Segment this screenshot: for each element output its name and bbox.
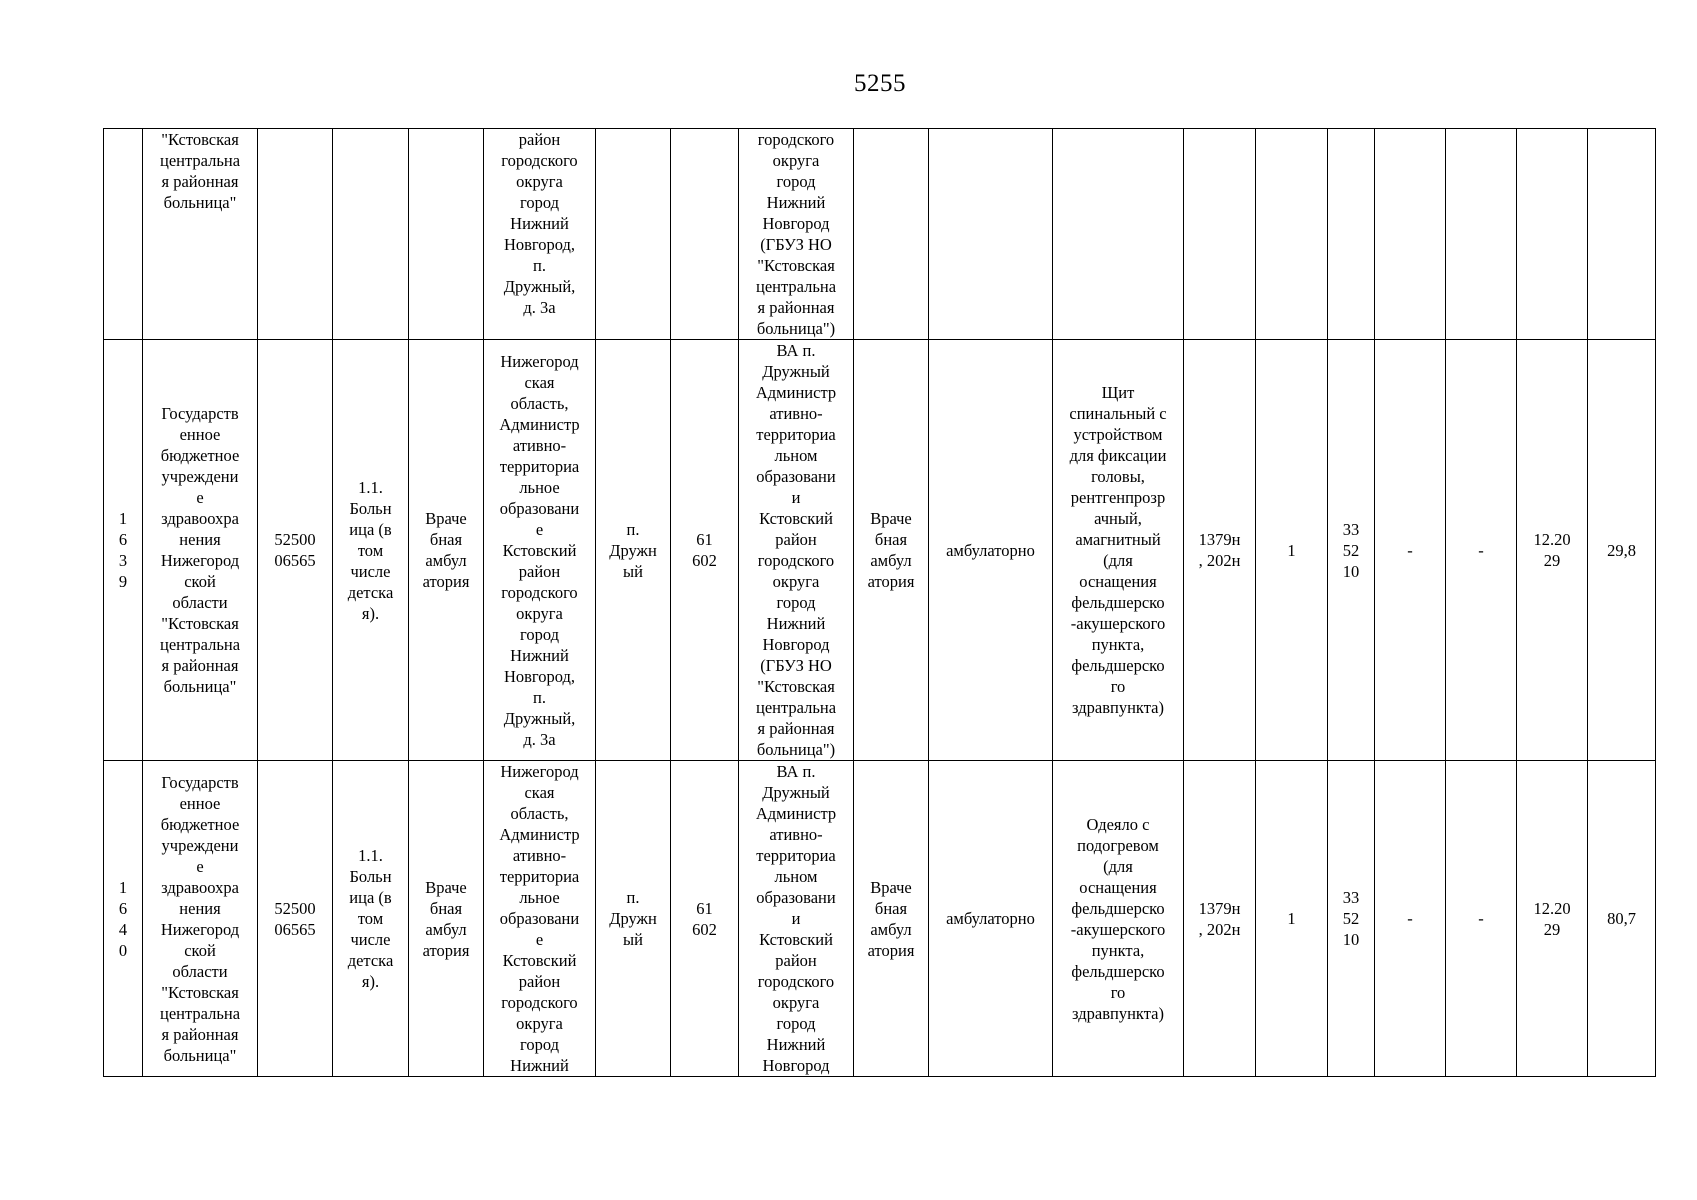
- cell-unit: городского округа город Нижний Новгород (ГБУЗ НО "Кстовская центральна я районная больница"): [739, 129, 854, 340]
- cell-condition: [929, 129, 1053, 340]
- cell-date: 12.20 29: [1517, 340, 1588, 761]
- cell-index: 1 6 4 0: [104, 761, 143, 1077]
- cell-condition: амбулаторно: [929, 340, 1053, 761]
- cell-oktmo: [671, 129, 739, 340]
- cell-unit: ВА п. Дружный Администр ативно- территориа льном образовани и Кстовский район городского округа город Нижний Новгород: [739, 761, 854, 1077]
- cell-inn: 52500 06565: [258, 340, 333, 761]
- cell-unit-type: Враче бная амбул атория: [854, 761, 929, 1077]
- cell-price: 29,8: [1588, 340, 1656, 761]
- cell-organization: Государств енное бюджетное учреждени е здравоохра нения Нижегород ской области "Кстовская центральна я районная больница": [143, 340, 258, 761]
- equipment-table: [103, 128, 1656, 1077]
- cell-code: 33 52 10: [1328, 761, 1375, 1077]
- cell-price: [1588, 129, 1656, 340]
- cell-organization: Государств енное бюджетное учреждени е здравоохра нения Нижегород ской области "Кстовская центральна я районная больница": [143, 761, 258, 1077]
- table-row: [104, 340, 1656, 761]
- cell-code: 33 52 10: [1328, 340, 1375, 761]
- cell-price: 80,7: [1588, 761, 1656, 1077]
- cell-index: 1 6 3 9: [104, 340, 143, 761]
- cell-order: [1184, 129, 1256, 340]
- cell-category: 1.1. Больн ица (в том числе детска я).: [333, 340, 409, 761]
- cell-quantity: 1: [1256, 761, 1328, 1077]
- cell-unit-type: [854, 129, 929, 340]
- cell-category: 1.1. Больн ица (в том числе детска я).: [333, 761, 409, 1077]
- cell-oktmo: 61 602: [671, 340, 739, 761]
- cell-oktmo: 61 602: [671, 761, 739, 1077]
- cell-equipment: [1053, 129, 1184, 340]
- table-row: [104, 761, 1656, 1077]
- cell-order: 1379н , 202н: [1184, 761, 1256, 1077]
- cell-col16: [1375, 129, 1446, 340]
- cell-quantity: [1256, 129, 1328, 340]
- cell-col17: -: [1446, 761, 1517, 1077]
- table-body: [104, 129, 1656, 1077]
- cell-address: Нижегород ская область, Администр ативно- территориа льное образовани е Кстовский район городского округа город Нижний Новгород, п. Дружный, д. 3а: [484, 340, 596, 761]
- cell-quantity: 1: [1256, 340, 1328, 761]
- cell-condition: амбулаторно: [929, 761, 1053, 1077]
- cell-settlement: [596, 129, 671, 340]
- cell-equipment: Щит спинальный с устройством для фиксации головы, рентгенпрозр ачный, амагнитный (для оснащения фельдшерско -акушерского пункта, фельдшерско го здравпункта): [1053, 340, 1184, 761]
- cell-facility-type: Враче бная амбул атория: [409, 761, 484, 1077]
- cell-date: [1517, 129, 1588, 340]
- cell-settlement: п. Дружн ый: [596, 761, 671, 1077]
- cell-inn: [258, 129, 333, 340]
- cell-col16: -: [1375, 761, 1446, 1077]
- table-row: [104, 129, 1656, 340]
- cell-address: Нижегород ская область, Администр ативно- территориа льное образовани е Кстовский район городского округа город Нижний: [484, 761, 596, 1077]
- cell-col17: -: [1446, 340, 1517, 761]
- cell-unit: ВА п. Дружный Администр ативно- территориа льном образовани и Кстовский район городского округа город Нижний Новгород (ГБУЗ НО "Кстовская центральна я районная больница"): [739, 340, 854, 761]
- cell-col16: -: [1375, 340, 1446, 761]
- page-number: 5255: [854, 70, 906, 97]
- cell-settlement: п. Дружн ый: [596, 340, 671, 761]
- cell-inn: 52500 06565: [258, 761, 333, 1077]
- cell-facility-type: Враче бная амбул атория: [409, 340, 484, 761]
- cell-address: район городского округа город Нижний Новгород, п. Дружный, д. 3а: [484, 129, 596, 340]
- cell-organization: "Кстовская центральна я районная больница": [143, 129, 258, 340]
- cell-unit-type: Враче бная амбул атория: [854, 340, 929, 761]
- cell-index: [104, 129, 143, 340]
- cell-code: [1328, 129, 1375, 340]
- cell-category: [333, 129, 409, 340]
- cell-order: 1379н , 202н: [1184, 340, 1256, 761]
- cell-date: 12.20 29: [1517, 761, 1588, 1077]
- cell-col17: [1446, 129, 1517, 340]
- cell-equipment: Одеяло с подогревом (для оснащения фельдшерско -акушерского пункта, фельдшерско го здравпункта): [1053, 761, 1184, 1077]
- cell-facility-type: [409, 129, 484, 340]
